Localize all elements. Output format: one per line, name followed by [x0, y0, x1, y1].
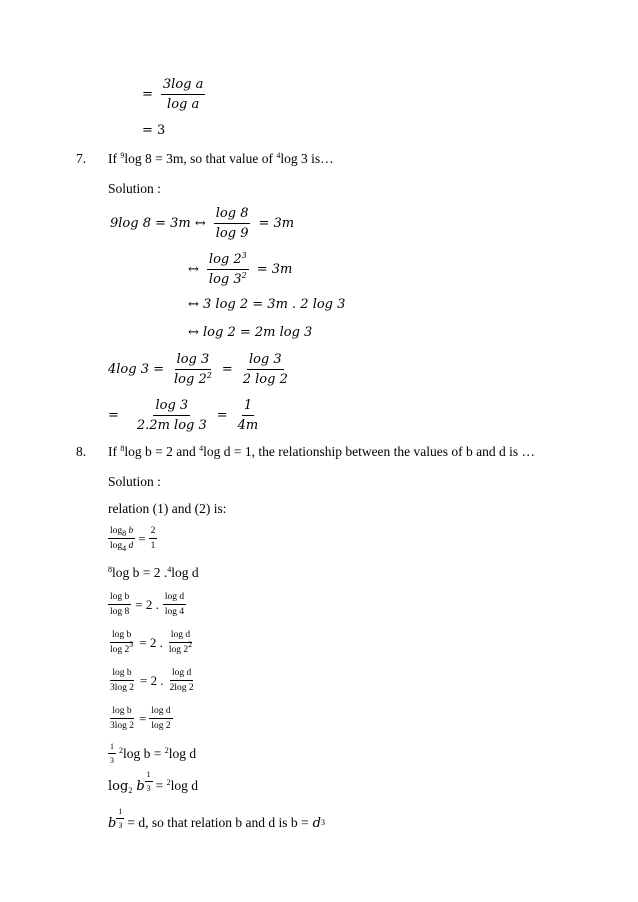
equation-line: $\frac{\text{log b}}{3\log 2}$ = 2 . $\frac{\text{log d}}{2\log 2}$ — [110, 668, 194, 693]
relation-text: relation (1) and (2) is: — [108, 501, 227, 516]
denominator: log a — [167, 97, 200, 112]
equation-line: $\frac{\text{log b}}{3\log 2}$ = $\frac{\text{log d}}{\log 2}$ — [110, 706, 171, 731]
fraction — [161, 77, 205, 112]
equation-line: ↔ 3 log 2 = 3m . 2 log 3 — [188, 297, 346, 312]
equation-line: ↔ $\frac{\log 2^3}{\log 3^2}$ = 3m — [188, 251, 293, 287]
equals-sign: = — [142, 87, 153, 102]
equation-line: 4log 3 = $\frac{\log 3}{\log 2^2}$ = $\frac{\log 3}{2 \log 2}$ — [108, 352, 288, 387]
equation-line: $^8$log b = 2 .$^4$log d — [108, 565, 199, 580]
question-text: If $^8$log b = 2 and $^4$log d = 1, the relationship between the values of b and d is … — [108, 444, 536, 459]
equation-line: ↔ log 2 = 2m log 3 — [188, 325, 313, 340]
equation-line: $\frac{\text{log b}}{\log 8}$ = 2 . $\frac{\text{log d}}{\log 4}$ — [110, 592, 185, 617]
solution-label: Solution : — [108, 181, 161, 196]
equation-continuation — [142, 77, 205, 112]
equation-line: $\frac{\log_8 b}{\log_4 d}$ = $\frac{2}{1}$ — [110, 526, 156, 553]
question-number: 7. — [76, 151, 87, 166]
solution-label: Solution : — [108, 474, 161, 489]
question-text: If $^9$log 8 = 3m, so that value of $^4$log 3 is… — [108, 151, 334, 166]
equation-line: $\frac{\text{log b}}{\log 2^3}$ = 2 . $\frac{\text{log d}}{\log 2^2}$ — [110, 630, 193, 655]
equation-line: b $\frac{1}{3}$ = d, so that relation b and d is b = d 3 — [108, 806, 325, 831]
question-number: 8. — [76, 444, 87, 459]
numerator: 3log a — [161, 77, 205, 95]
equation-line: = $\frac{\log 3}{\text{2.2m log 3}}$ = $\frac{1}{4m}$ — [108, 398, 259, 433]
equation-line: $\log_2$ b $\frac{1}{3}$ = $^2$log d — [108, 769, 199, 795]
equation-line: $\frac{1}{3}$ $^2$log b = $^2$log d — [110, 742, 197, 765]
equation-line: 9log 8 = 3m ↔ $\frac{\log 8}{\log 9}$ = 3m — [110, 206, 295, 241]
equation-result: = 3 — [142, 123, 166, 138]
